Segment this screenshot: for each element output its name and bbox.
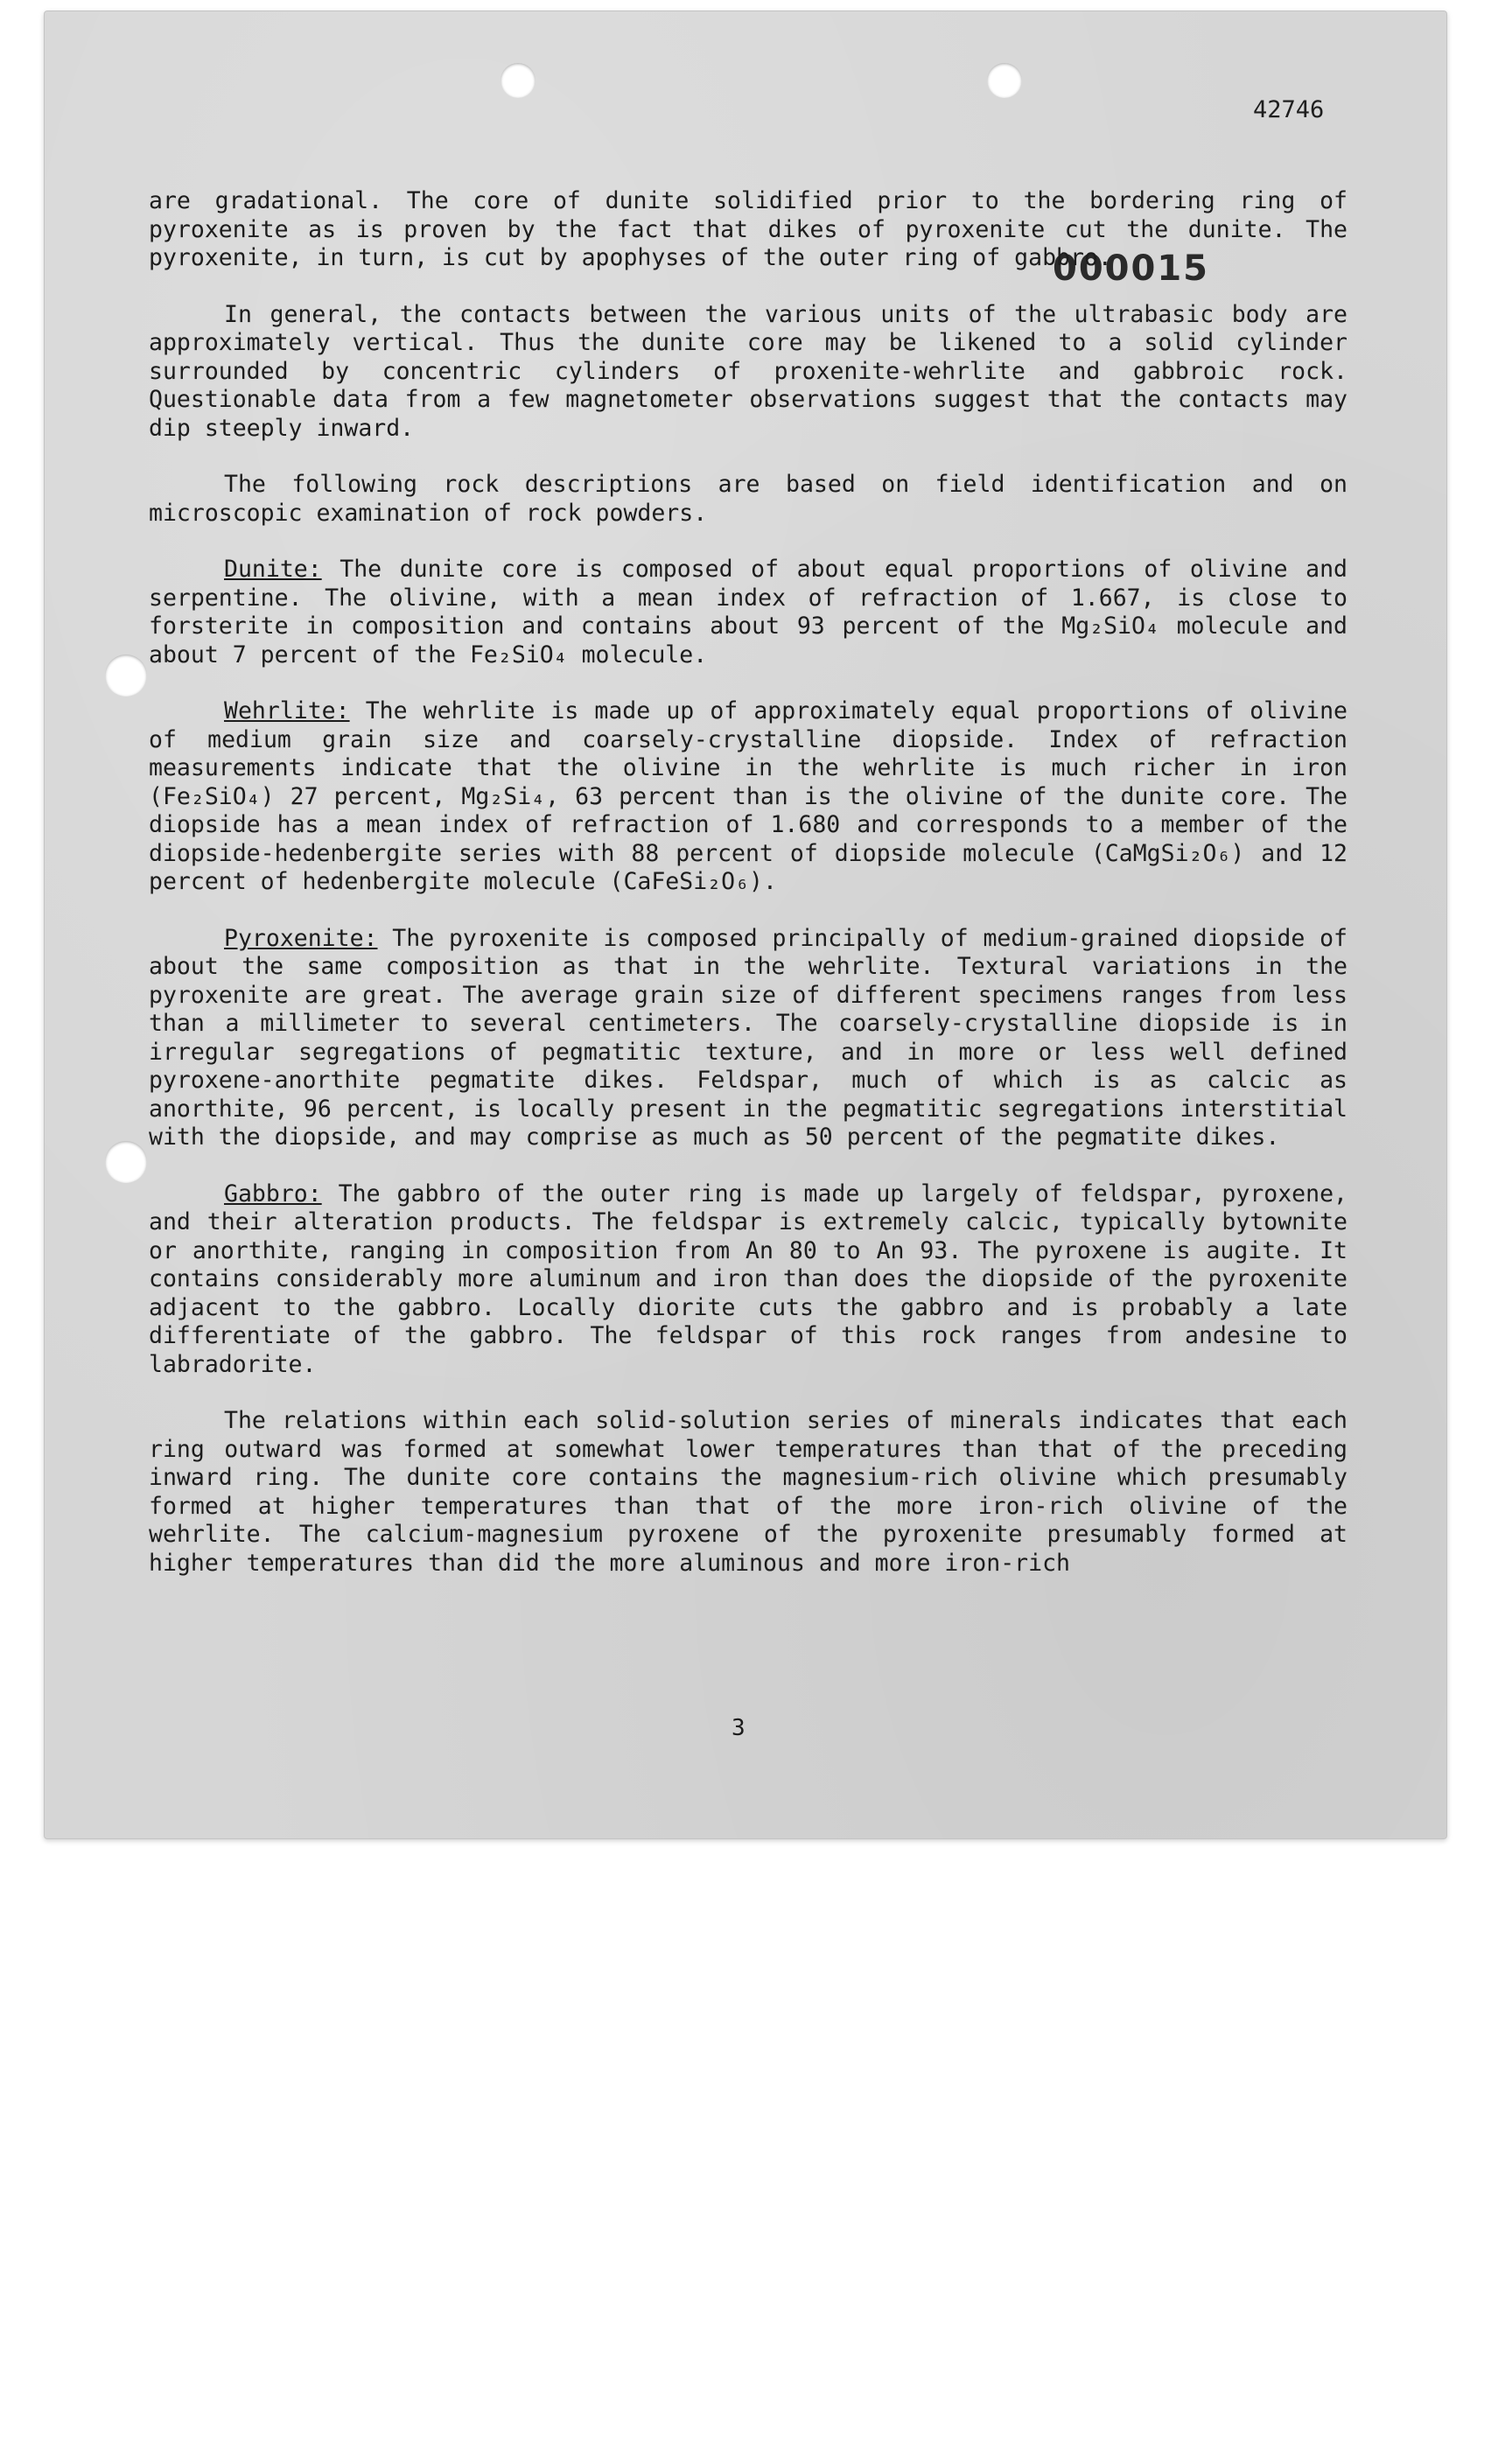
paragraph-descriptions (149, 471, 1348, 528)
section-heading-dunite: Dunite: (224, 556, 322, 583)
paragraph-dunite (149, 556, 1348, 669)
paragraph-text: The relations within each solid-solution series of minerals indicates that each ring outward was formed at somewhat lower temperatures than that of the preceding inward ring. The dunite core contains the magnesium-rich olivine which presumably formed at higher temperatures than that of the more iron-rich olivine of the wehrlite. The calcium-magnesium pyroxene of the pyroxenite presumably formed at higher temperatures than did the more aluminous and more iron-rich (149, 1407, 1348, 1577)
paragraph-text: The following rock descriptions are based on field identification and on microscopic examination of rock powders. (149, 471, 1348, 527)
section-heading-pyroxenite: Pyroxenite: (224, 924, 378, 952)
paragraph-text: The dunite core is composed of about equal proportions of olivine and serpentine. The olivine, with a mean index of refraction of 1.667, is close to forsterite in composition and contains about 93 percent of the Mg₂SiO₄ molecule and about 7 percent of the Fe₂SiO₄ molecule. (149, 556, 1348, 668)
paragraph-text: In general, the contacts between the various units of the ultrabasic body are approximately vertical. Thus the dunite core may be likened to a solid cylinder surrounded by concentric cylinders of proxenite-wehrlite and gabbroic rock. Questionable data from a few magnetometer observations suggest that the contacts may dip steeply inward. (149, 300, 1348, 442)
section-heading-gabbro: Gabbro: (224, 1180, 322, 1208)
paragraph-relations (149, 1407, 1348, 1578)
paragraph-contacts (149, 301, 1348, 444)
paragraph-gradational (149, 187, 1348, 273)
stamp-number: 000015 (1053, 248, 1209, 289)
paragraph-text: The gabbro of the outer ring is made up largely of feldspar, pyroxene, and their alteration products. The feldspar is extremely calcic, typically bytownite or anorthite, ranging in composition from An 80 to An 93. The pyroxene is augite. It contains considerably more aluminum and iron than does the diopside of the pyroxenite adjacent to the gabbro. Locally diorite cuts the gabbro and is probably a late differentiate of the gabbro. The feldspar of this rock ranges from andesine to labradorite. (149, 1180, 1348, 1378)
page-number: 3 (732, 1715, 746, 1741)
paragraph-pyroxenite (149, 925, 1348, 1152)
body-text (149, 187, 1348, 1606)
punch-hole (105, 1141, 147, 1183)
punch-hole (105, 654, 147, 696)
paragraph-text: The wehrlite is made up of approximately equal proportions of olivine of medium grain size and coarsely-crystalline diopside. Index of refraction measurements indicate that the olivine in the wehrlite is much richer in iron (Fe₂SiO₄) 27 percent, Mg₂Si₄, 63 percent than is the olivine of the dunite core. The diopside has a mean index of refraction of 1.680 and corresponds to a member of the diopside-hedenbergite series with 88 percent of diopside molecule (CaMgSi₂O₆) and 12 percent of hedenbergite molecule (CaFeSi₂O₆). (149, 697, 1348, 895)
paragraph-gabbro (149, 1180, 1348, 1380)
paragraph-text: are gradational. The core of dunite solidified prior to the bordering ring of pyroxenite as is proven by the fact that dikes of pyroxenite cut the dunite. The pyroxenite, in turn, is cut by apophyses of the outer ring of gabbro. (149, 187, 1348, 271)
punch-hole (987, 63, 1022, 98)
punch-hole (500, 63, 536, 98)
paragraph-wehrlite (149, 697, 1348, 897)
paragraph-text: The pyroxenite is composed principally of medium-grained diopside of about the same composition as that in the wehrlite. Textural variations in the pyroxenite are great. The average grain size of different specimens ranges from less than a millimeter to several centimeters. The coarsely-crystalline diopside is in irregular segregations of pegmatitic texture, and in more or less well defined pyroxene-anorthite pegmatite dikes. Feldspar, much of which is as calcic as anorthite, 96 percent, is locally present in the pegmatitic segregations interstitial with the diopside, and may comprise as much as 50 percent of the pegmatite dikes. (149, 924, 1348, 1151)
page-id: 42746 (1253, 96, 1325, 123)
section-heading-wehrlite: Wehrlite: (224, 697, 350, 724)
